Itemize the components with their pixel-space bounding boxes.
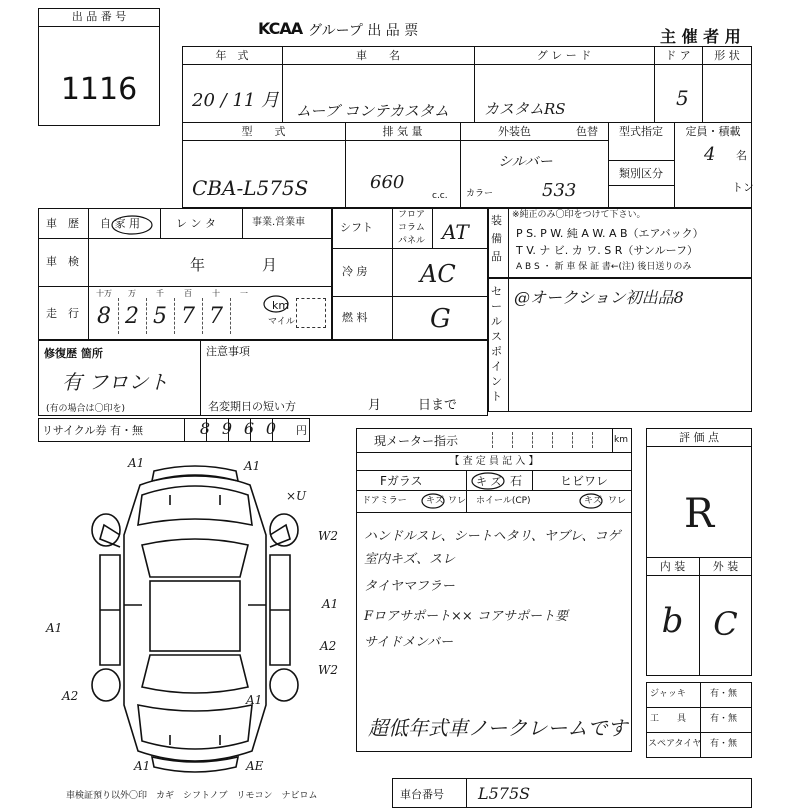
wheel-label: ホイール(CP): [476, 496, 531, 506]
name-change-day: 日まで: [418, 398, 458, 413]
divider: [646, 707, 752, 708]
wheel-crack: ワレ: [608, 496, 627, 506]
fglass-scratch-circle: [470, 471, 506, 491]
divider: [182, 64, 752, 65]
damage-mark-4: A1: [322, 597, 339, 611]
damage-mark-11: AE: [246, 759, 264, 773]
mileage-unit-3: 百: [184, 289, 192, 298]
interior-value: b: [661, 601, 684, 641]
recycle-label: リサイクル券 有・無: [42, 424, 143, 437]
model-label: 型 式: [241, 125, 286, 138]
divider: [332, 296, 488, 297]
kcaa-logo: KCAA: [258, 19, 303, 38]
divider: [200, 340, 201, 416]
inspection-note-0: ハンドルスレ、シートヘタリ、ヤブレ、コゲ: [364, 529, 621, 544]
jack-yes-no: 有・無: [710, 689, 738, 699]
car-name-label: 車 名: [356, 49, 400, 62]
damage-mark-8: A2: [62, 689, 79, 703]
lot-number-label: 出 品 番 号: [71, 10, 127, 23]
divider: [182, 140, 608, 141]
exterior-label: 外 装: [712, 560, 739, 573]
divider: [38, 238, 332, 239]
equipment-line-1: P S. P W. 純 A W. A B（エアバック）: [516, 227, 704, 240]
mileage-digit-4: 7: [209, 304, 223, 329]
shift-label: シフト: [340, 221, 373, 234]
divider: [492, 432, 493, 448]
persons-unit: 名: [736, 149, 747, 162]
divider: [646, 732, 752, 733]
km-circle: [262, 294, 290, 314]
inspection-year-unit: 年: [190, 256, 206, 274]
displacement-label: 排 気 量: [382, 125, 423, 138]
shift-column: コラム: [398, 223, 425, 233]
exterior-color-value: シルバー: [498, 154, 553, 170]
repair-history-hint: (有の場合は〇印を): [46, 404, 126, 414]
color-change-label: 色替: [576, 125, 598, 138]
damage-mark-1: A1: [244, 459, 261, 473]
damage-mark-6: A2: [320, 639, 337, 653]
lot-number-value: 1116: [60, 72, 138, 107]
divider: [392, 208, 393, 340]
model-value: CBA-L575S: [192, 176, 309, 200]
footer-note: 車検証預り以外〇印 カギ シフトノブ リモコン ナビロム: [66, 791, 318, 801]
fuel-label: 燃 料: [342, 311, 368, 324]
divider: [532, 470, 533, 490]
inspection-note-3: Fロアサポート×× コアサポート要: [364, 609, 568, 624]
inspection-label: 車 検: [46, 255, 79, 268]
car-name-value: ムーブ コンテカスタム: [296, 102, 449, 120]
mileage-unit-5: 一: [240, 289, 248, 298]
meter-label: 現メーター指示: [374, 434, 459, 448]
tools-label: 工 具: [650, 714, 687, 724]
year-label: 年 式: [215, 49, 249, 62]
business-option: 事業.営業車: [252, 217, 306, 228]
divider: [160, 208, 161, 238]
name-change-label: 名変期日の短い方: [208, 400, 296, 413]
meter-km-unit: km: [614, 435, 628, 445]
divider: [646, 446, 752, 447]
complaint-note: 超低年式車ノークレームです: [368, 716, 628, 740]
divider: [356, 452, 632, 453]
divider: [332, 248, 488, 249]
mirror-scratch: キズ: [426, 496, 444, 506]
vehicle-history-label: 車 歴: [46, 217, 79, 230]
inspection-note-1: 室内キズ、スレ: [364, 552, 456, 567]
year-value: 20 / 11 月: [192, 90, 280, 111]
repair-history-label: 修復歴 箇所: [44, 347, 103, 360]
recycle-digit-2: 6: [243, 419, 255, 438]
repair-history-value: 有 フロント: [62, 370, 169, 394]
equipment-label: 装 備 品: [491, 214, 502, 263]
divider: [182, 122, 752, 123]
mirror-scratch-circle: [420, 492, 446, 510]
divider: [612, 428, 613, 452]
yen-unit: 円: [296, 424, 307, 437]
divider: [532, 432, 533, 448]
chassis-value: L575S: [478, 784, 531, 803]
divider: [466, 778, 467, 808]
divider: [608, 160, 674, 161]
divider: [512, 432, 513, 448]
name-change-month: 月: [368, 398, 382, 413]
fglass-scratch: キ ズ: [476, 475, 502, 488]
capacity-value: 4: [704, 144, 716, 165]
type-designation-label: 型式指定: [619, 125, 663, 138]
form-title: グループ 出 品 票: [308, 23, 419, 39]
inspection-note-2: タイヤマフラー: [364, 579, 455, 594]
divider: [508, 208, 509, 278]
spare-tire-label: スペアタイヤ: [648, 739, 702, 749]
exterior-color-label: 外装色: [498, 125, 531, 138]
divider: [432, 208, 433, 248]
private-use-circle: [110, 214, 156, 238]
ac-label: 冷 房: [342, 265, 368, 278]
divider: [608, 185, 674, 186]
mirror-label: ドアミラー: [362, 496, 407, 506]
shift-value: AT: [442, 220, 469, 244]
shape-label: 形 状: [714, 49, 740, 62]
spare-yes-no: 有・無: [710, 739, 738, 749]
km-unit: km: [272, 299, 290, 312]
wheel-scratch-circle: [578, 492, 604, 510]
divider: [184, 418, 185, 442]
rental-option: レ ン タ: [176, 217, 216, 230]
door-value: 5: [676, 86, 689, 110]
odometer-blank: [296, 298, 326, 328]
divider: [38, 286, 332, 287]
displacement-value: 660: [370, 172, 405, 193]
mirror-crack: ワレ: [448, 496, 467, 506]
divider: [508, 278, 509, 412]
equipment-line-3: A B S ・ 新 車 保 証 書←(注) 後日送りのみ: [516, 262, 692, 272]
cc-unit: c.c.: [432, 191, 448, 201]
damage-mark-0: A1: [128, 456, 145, 470]
mileage-unit-2: 千: [156, 289, 164, 298]
recycle-digit-1: 9: [221, 419, 233, 438]
divider: [466, 470, 467, 512]
sponsor-label: 主 催 者 用: [660, 27, 741, 46]
divider: [572, 432, 573, 448]
inspection-month-unit: 月: [262, 256, 278, 274]
mileage-digit-2: 5: [153, 304, 167, 329]
color-code-label: カラー: [466, 189, 494, 199]
inspection-note-4: サイドメンバー: [364, 635, 454, 650]
divider: [230, 298, 231, 334]
mileage-label: 走 行: [46, 307, 79, 320]
door-label: ド ア: [665, 49, 691, 62]
equipment-note: ※純正のみ〇印をつけて下さい。: [512, 210, 646, 220]
interior-label: 内 装: [659, 560, 686, 573]
private-use-option: 自 家 用: [100, 217, 140, 230]
damage-mark-2: ×U: [286, 489, 307, 503]
fglass-label: Fガラス: [380, 474, 423, 488]
recycle-digit-0: 8: [199, 419, 211, 438]
mile-unit: マイル: [268, 317, 295, 327]
divider: [552, 432, 553, 448]
chassis-label: 車台番号: [400, 788, 444, 801]
capacity-label: 定員・積載: [685, 125, 741, 138]
recycle-digit-3: 0: [265, 419, 277, 438]
fuel-value: G: [430, 304, 451, 334]
shift-floor: フロア: [398, 210, 426, 220]
fglass-crack: ヒビワレ: [560, 474, 609, 488]
mileage-digit-0: 8: [97, 304, 111, 329]
mileage-digit-1: 2: [125, 304, 139, 329]
damage-mark-5: A1: [46, 621, 63, 635]
color-code-value: 533: [542, 180, 577, 201]
divider: [88, 208, 89, 340]
divider: [460, 122, 461, 208]
inspection-header: 【 査 定 員 記 入 】: [449, 456, 539, 467]
score-value: R: [683, 491, 715, 537]
equipment-line-2: T V. ナ ビ. カ ワ. S R（サンルーフ）: [516, 244, 699, 257]
category-label: 類別区分: [619, 167, 663, 180]
damage-mark-7: W2: [318, 663, 338, 677]
mileage-unit-0: 十万: [96, 289, 112, 298]
damage-mark-9: A1: [246, 693, 263, 707]
tools-yes-no: 有・無: [710, 714, 738, 724]
ac-value: AC: [420, 260, 456, 288]
ton-unit: トン: [732, 181, 754, 194]
damage-mark-3: W2: [318, 529, 338, 543]
score-label: 評 価 点: [679, 431, 719, 444]
grade-value: カスタムRS: [484, 100, 566, 118]
fglass-stone: 石: [510, 474, 523, 488]
sales-point-value: @オークション初出品8: [514, 288, 684, 307]
wheel-scratch: キズ: [584, 496, 602, 506]
grade-label: グ レ ー ド: [536, 49, 592, 62]
notes-label: 注意事項: [206, 345, 250, 358]
shift-panel: パネル: [398, 236, 426, 246]
mileage-unit-1: 万: [128, 289, 136, 298]
sales-point-label: セールスポイント: [491, 285, 502, 403]
jack-label: ジャッキ: [650, 689, 686, 699]
car-diagram: [80, 455, 310, 775]
divider: [242, 208, 243, 238]
damage-mark-10: A1: [134, 759, 151, 773]
exterior-value: C: [713, 605, 738, 643]
chassis-section: [392, 778, 752, 808]
divider: [592, 432, 593, 448]
mileage-unit-4: 十: [212, 289, 220, 298]
mileage-digit-3: 7: [181, 304, 195, 329]
divider: [38, 26, 160, 27]
divider: [356, 512, 632, 513]
